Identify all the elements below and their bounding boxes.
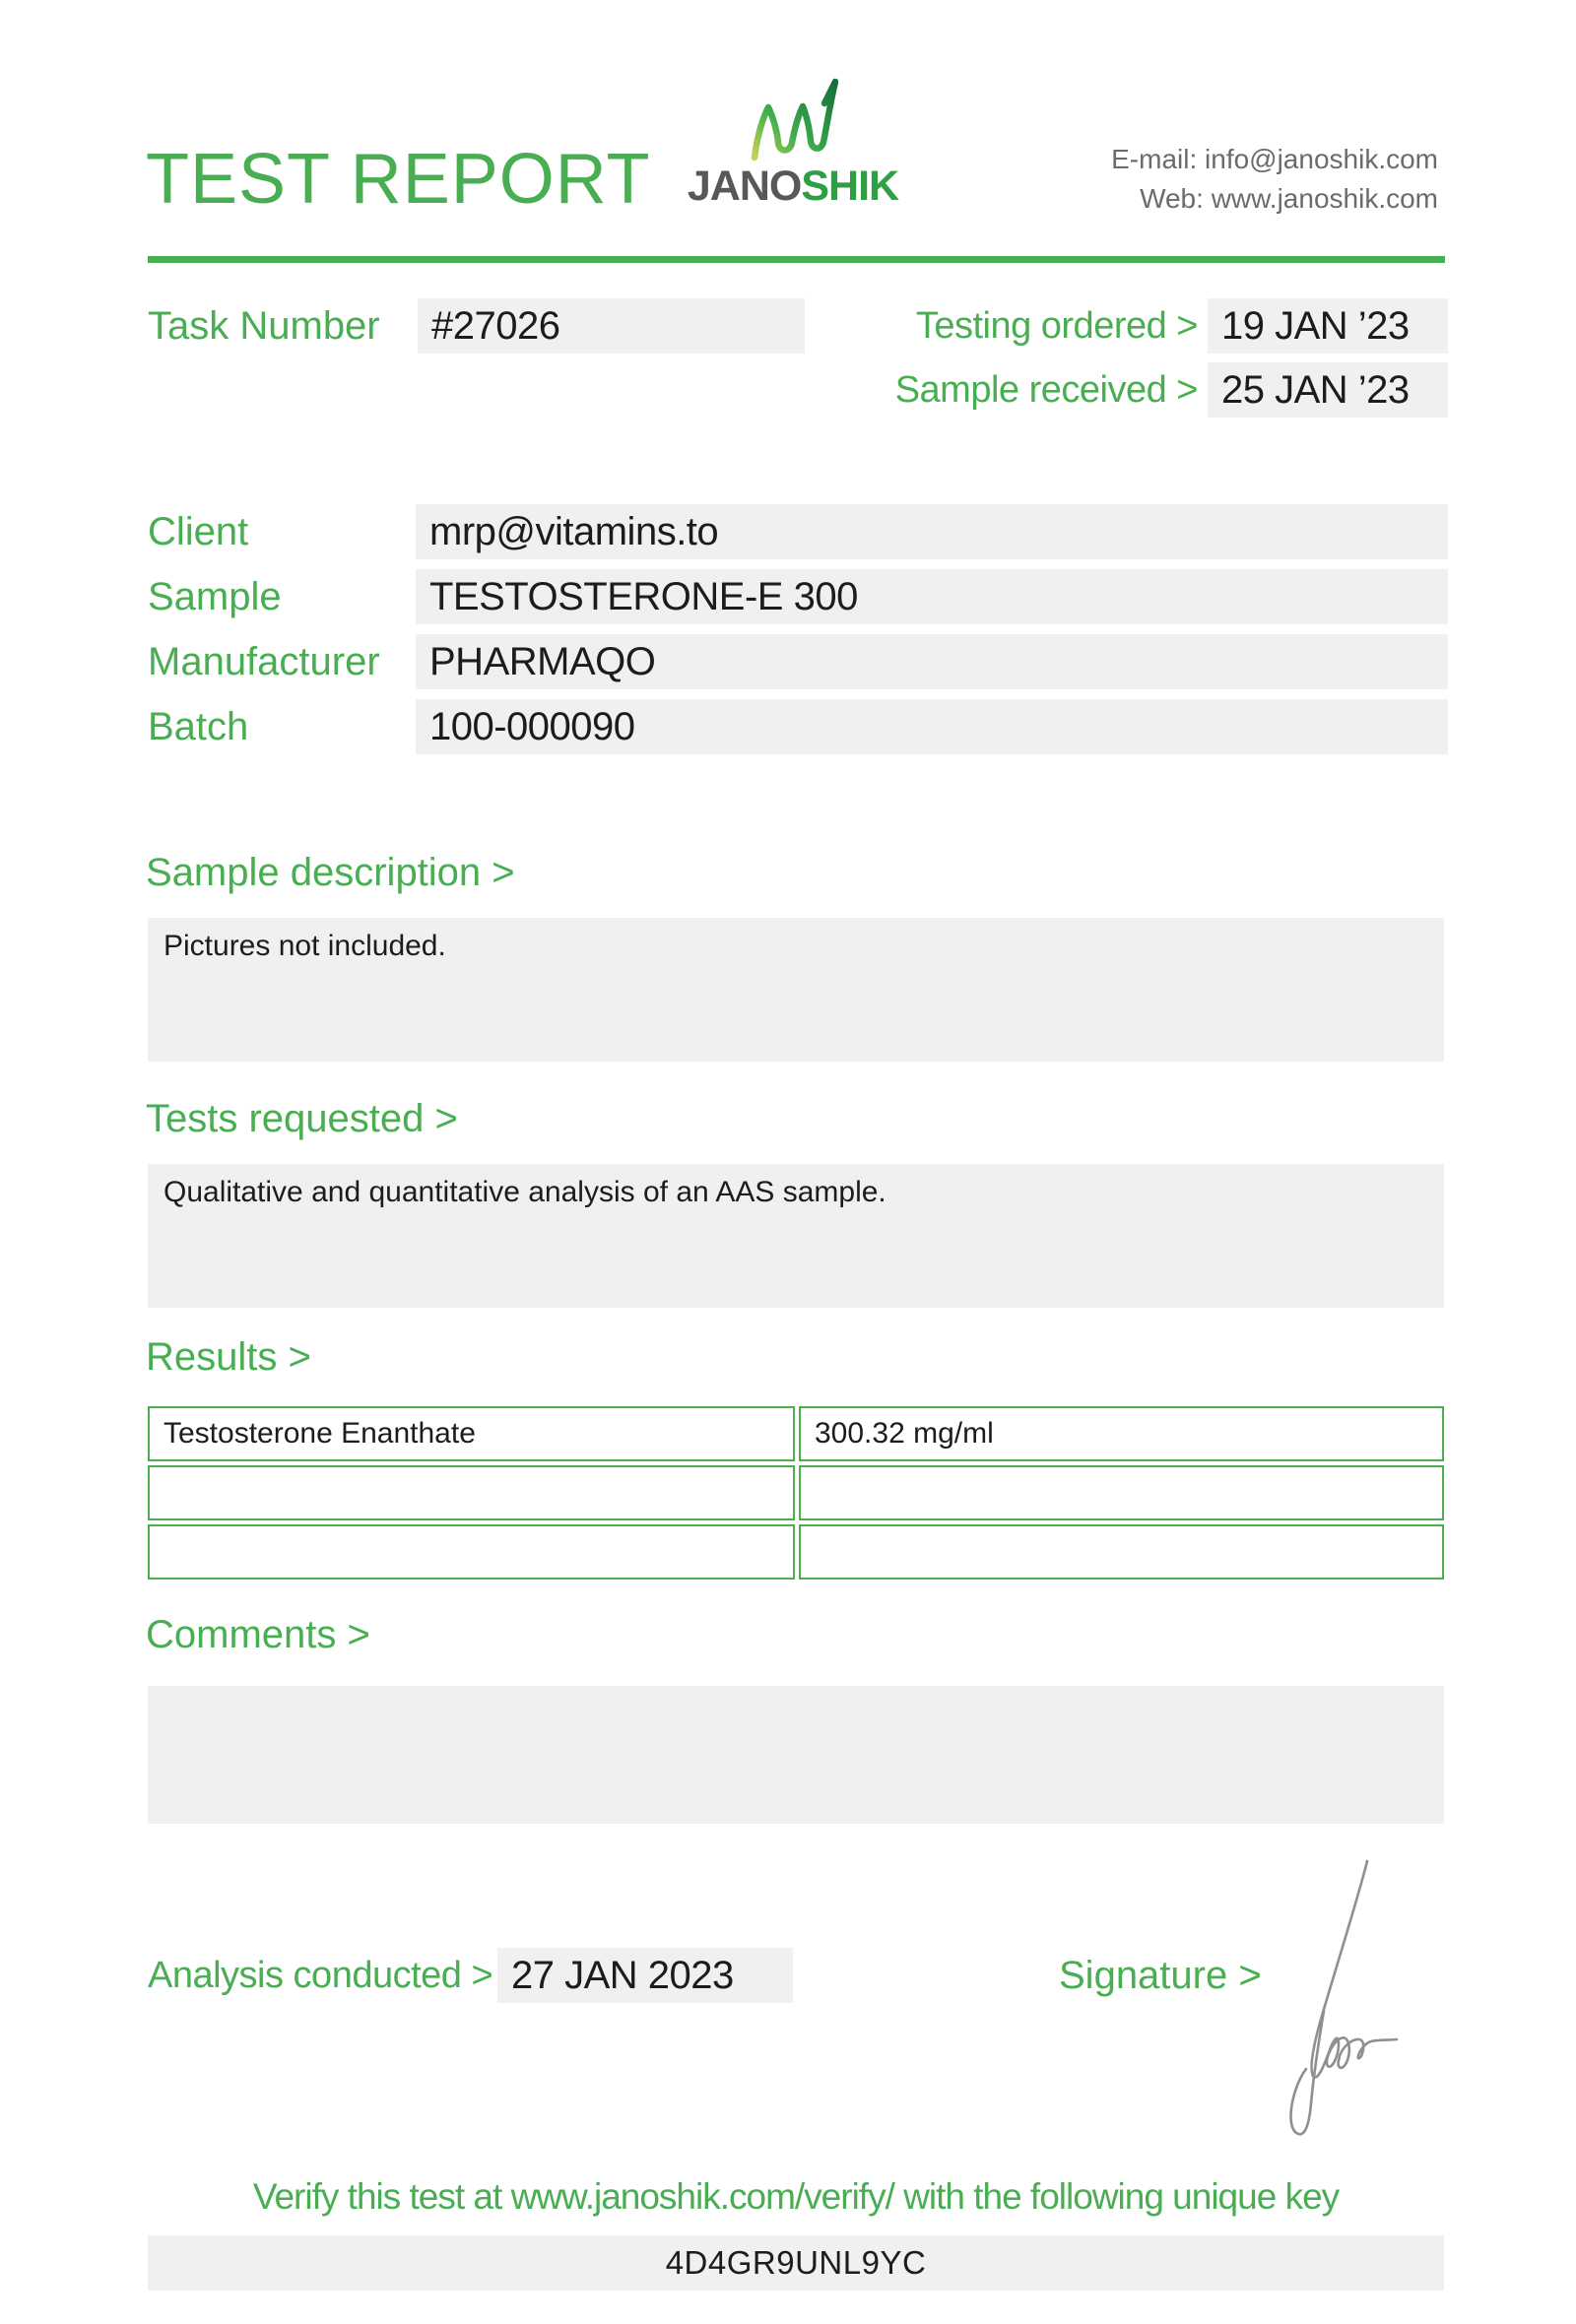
sample-value [416, 569, 1448, 624]
contact-web: Web: www.janoshik.com [1140, 183, 1438, 214]
sample-description-box: Pictures not included. [148, 918, 1444, 1062]
batch-label: Batch [148, 705, 249, 748]
batch-text: 100-000090 [429, 704, 635, 748]
growth-chart-icon [748, 73, 838, 163]
sample-description-title: Sample description > [146, 851, 515, 894]
logo-text-shik: SHIK [801, 162, 899, 210]
sample-received-label: Sample received > [894, 369, 1198, 411]
sample-received-date: 25 JAN ’23 [1221, 367, 1410, 412]
page-title: TEST REPORT [146, 140, 651, 219]
manufacturer-value [416, 634, 1448, 689]
verify-instruction: Verify this test at www.janoshik.com/verify/ with the following unique key [252, 2176, 1340, 2217]
table-row [148, 1465, 1444, 1520]
manufacturer-text: PHARMAQO [429, 639, 656, 683]
analysis-date-text: 27 JAN 2023 [511, 1953, 734, 1997]
manufacturer-label: Manufacturer [148, 640, 380, 683]
janoshik-logo [680, 73, 906, 208]
header-divider [148, 256, 1445, 263]
client-text: mrp@vitamins.to [429, 509, 719, 553]
task-number-text: #27026 [431, 303, 560, 348]
tests-requested-box: Qualitative and quantitative analysis of an AAS sample. [148, 1164, 1444, 1308]
unique-key-box [148, 2235, 1444, 2291]
batch-value [416, 699, 1448, 754]
table-row [148, 1406, 1444, 1461]
results-title: Results > [146, 1335, 311, 1379]
result-value-cell: 300.32 mg/ml [799, 1406, 1444, 1461]
result-value-cell [799, 1465, 1444, 1520]
analysis-conducted-label: Analysis conducted > [148, 1955, 493, 1996]
result-substance-cell [148, 1465, 795, 1520]
contact-email: E-mail: info@janoshik.com [1111, 144, 1438, 174]
testing-ordered-value [1208, 298, 1448, 354]
client-label: Client [148, 510, 249, 553]
client-value [416, 504, 1448, 559]
sample-received-value [1208, 362, 1448, 418]
results-table [148, 1406, 1444, 1580]
testing-ordered-date: 19 JAN ’23 [1221, 303, 1410, 348]
result-value-cell [799, 1524, 1444, 1580]
task-number-label: Task Number [148, 304, 380, 348]
result-substance-cell: Testosterone Enanthate [148, 1406, 795, 1461]
logo-text-jano: JANO [687, 162, 802, 210]
table-row [148, 1524, 1444, 1580]
analysis-date-value [497, 1948, 793, 2003]
signature-image [1273, 1853, 1406, 2144]
task-number-value [418, 298, 805, 354]
unique-key-text: 4D4GR9UNL9YC [665, 2244, 927, 2281]
testing-ordered-label: Testing ordered > [915, 305, 1198, 347]
logo-wordmark [680, 162, 906, 210]
sample-text: TESTOSTERONE-E 300 [429, 574, 858, 618]
tests-requested-title: Tests requested > [146, 1097, 458, 1140]
signature-label: Signature > [1059, 1954, 1262, 1997]
contact-block [1111, 140, 1438, 219]
result-substance-cell [148, 1524, 795, 1580]
comments-title: Comments > [146, 1613, 370, 1656]
sample-label: Sample [148, 575, 282, 618]
comments-box [148, 1686, 1444, 1824]
